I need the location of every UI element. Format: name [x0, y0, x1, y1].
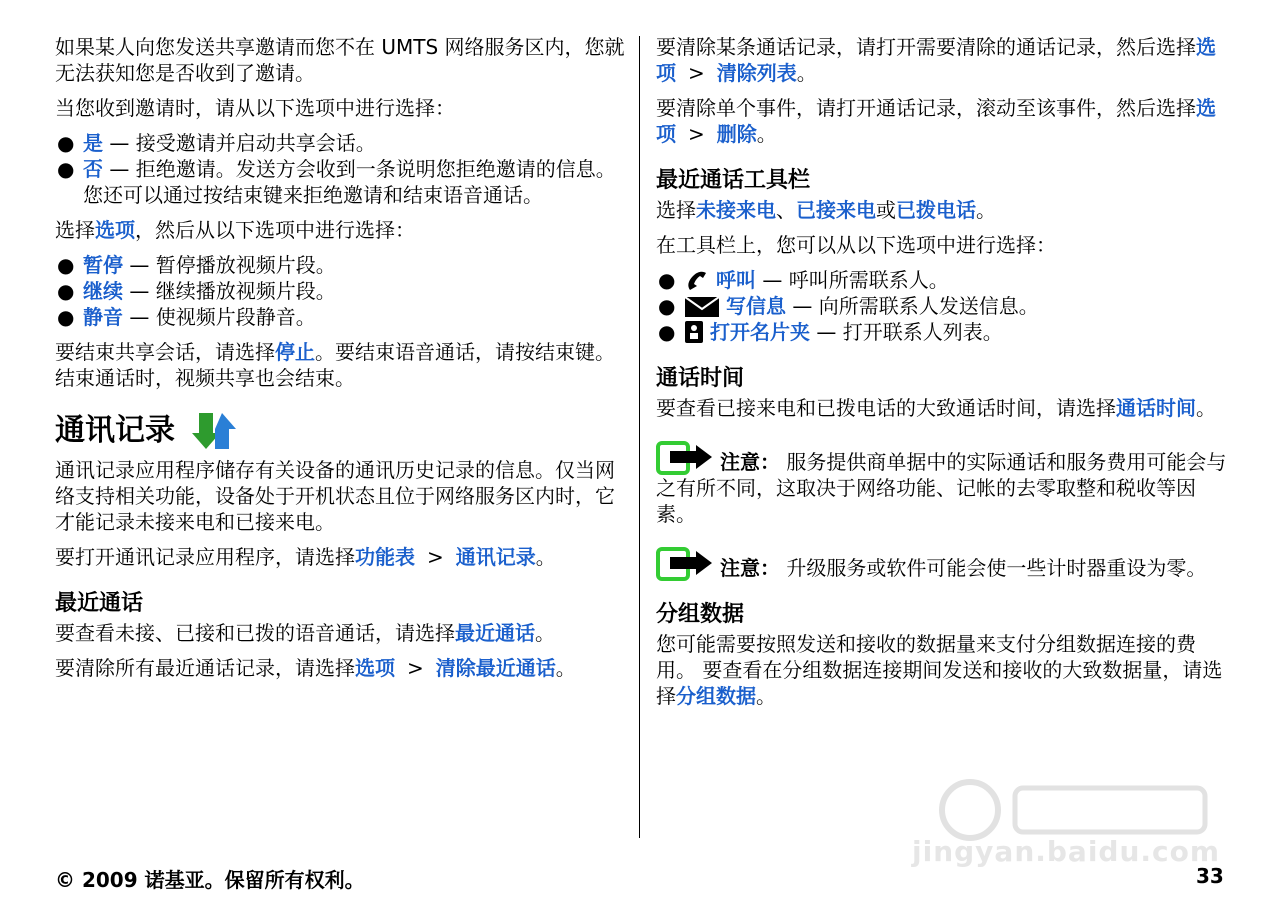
bullet: ● [57, 131, 75, 155]
option-label: 暂停 [83, 253, 123, 277]
note: 注意： 服务提供商单据中的实际通话和服务费用可能会与之有所不同，这取决于网络功能、记帐的去零取整和税收等因素。 [656, 441, 1228, 527]
call-label: 呼叫 [716, 268, 756, 292]
option-label: 是 [83, 131, 103, 155]
clear-recent-link[interactable]: 清除最近通话 [435, 656, 556, 680]
paragraph: 要结束共享会话，请选择停止。要结束语音通话，请按结束键。结束通话时，视频共享也会结束。 [55, 340, 615, 390]
option-desc: — 使视频片段静音。 [123, 305, 316, 329]
list-item [656, 293, 1228, 319]
bullet: ● [57, 157, 75, 181]
bullet: ● [57, 305, 75, 329]
paragraph: 在工具栏上，您可以从以下选项中进行选择： [656, 233, 1056, 257]
option-desc: — 暂停播放视频片段。 [123, 253, 336, 277]
copyright: © 2009 诺基亚。保留所有权利。 [55, 868, 365, 892]
option-desc: — 呼叫所需联系人。 [756, 268, 949, 292]
bullet: ● [57, 279, 75, 303]
log-arrows-icon [189, 409, 237, 453]
contacts-icon [684, 320, 704, 344]
paragraph: 要清除单个事件，请打开通话记录，滚动至该事件，然后选择选项 > 删除。 [656, 96, 1216, 146]
option-label: 静音 [83, 305, 123, 329]
paragraph: 如果某人向您发送共享邀请而您不在 UMTS 网络服务区内，您就无法获知您是否收到了邀请。 [55, 35, 625, 85]
options-link[interactable]: 选项 [656, 35, 1216, 85]
bullet: ● [658, 320, 676, 344]
paragraph: 您可能需要按照发送和接收的数据量来支付分组数据连接的费用。 要查看在分组数据连接期间发送和接收的大致数据量，请选择分组数据。 [656, 632, 1223, 708]
paragraph: 通讯记录应用程序储存有关设备的通讯历史记录的信息。仅当网络支持相关功能，设备处于开机状态且位于网络服务区内时，它才能记录未接来电和已接来电。 [55, 458, 615, 534]
playback-options-list [55, 252, 627, 330]
options-link[interactable]: 选项 [355, 656, 395, 680]
note-label: 注意： [720, 556, 780, 580]
packet-data-link[interactable]: 分组数据 [676, 684, 756, 708]
recent-calls-link[interactable]: 最近通话 [455, 621, 535, 645]
option-desc: — 拒绝邀请。发送方会收到一条说明您拒绝邀请的信息。您还可以通过按结束键来拒绝邀请和结束语音通话。 [83, 157, 616, 207]
options-link[interactable]: 选项 [95, 218, 135, 242]
options-link[interactable]: 选项 [656, 96, 1216, 146]
dialled-numbers-link[interactable]: 已拨电话 [896, 198, 976, 222]
section-heading-packet: 分组数据 [656, 602, 745, 627]
watermark-text: jingyan.baidu.com [912, 835, 1221, 868]
invite-options-list [55, 130, 627, 208]
section-heading-log: 通讯记录 [55, 409, 627, 453]
section-heading-toolbar: 最近通话工具栏 [656, 168, 811, 193]
paragraph: 当您收到邀请时，请从以下选项中进行选择： [55, 96, 455, 120]
list-item [55, 304, 627, 330]
note-icon [656, 547, 716, 581]
bullet: ● [57, 253, 75, 277]
phone-icon [684, 270, 710, 292]
delete-link[interactable]: 删除 [716, 122, 757, 146]
list-item [55, 130, 627, 156]
separator: > [688, 122, 705, 146]
separator: > [688, 61, 705, 85]
list-item [55, 156, 627, 208]
paragraph: 要查看已接来电和已拨电话的大致通话时间，请选择通话时间。 [656, 396, 1216, 420]
note-label: 注意： [720, 450, 780, 474]
option-desc: — 向所需联系人发送信息。 [786, 294, 1039, 318]
received-calls-link[interactable]: 已接来电 [796, 198, 876, 222]
list-item [656, 267, 1228, 293]
column-divider [639, 36, 640, 838]
paragraph: 要打开通讯记录应用程序，请选择功能表 > 通讯记录。 [55, 545, 556, 569]
log-link[interactable]: 通讯记录 [455, 545, 536, 569]
section-heading-duration: 通话时间 [656, 366, 745, 391]
paragraph: 选择未接来电、已接来电或已拨电话。 [656, 198, 996, 222]
option-desc: — 接受邀请并启动共享会话。 [103, 131, 376, 155]
note: 注意： 升级服务或软件可能会使一些计时器重设为零。 [656, 547, 1228, 581]
option-desc: — 打开联系人列表。 [810, 320, 1003, 344]
envelope-icon [684, 296, 720, 318]
menu-link[interactable]: 功能表 [355, 545, 415, 569]
paragraph: 要清除所有最近通话记录，请选择选项 > 清除最近通话。 [55, 656, 576, 680]
stop-link[interactable]: 停止 [275, 340, 315, 364]
option-desc: — 继续播放视频片段。 [123, 279, 336, 303]
page-number: 33 [1196, 864, 1224, 888]
bullet: ● [658, 294, 676, 318]
note-icon [656, 441, 716, 475]
left-column [55, 34, 627, 690]
paragraph: 选择选项，然后从以下选项中进行选择： [55, 218, 415, 242]
list-item [656, 319, 1228, 345]
section-heading-recent: 最近通话 [55, 591, 144, 616]
list-item [55, 278, 627, 304]
write-message-label: 写信息 [726, 294, 786, 318]
toolbar-options-list [656, 267, 1228, 345]
option-label: 继续 [83, 279, 123, 303]
list-item [55, 252, 627, 278]
call-duration-link[interactable]: 通话时间 [1116, 396, 1196, 420]
right-column [656, 34, 1228, 718]
paragraph: 要清除某条通话记录，请打开需要清除的通话记录，然后选择选项 > 清除列表。 [656, 35, 1216, 85]
missed-calls-link[interactable]: 未接来电 [696, 198, 776, 222]
bullet: ● [658, 268, 676, 292]
open-contacts-label: 打开名片夹 [710, 320, 810, 344]
paragraph: 要查看未接、已接和已拨的语音通话，请选择最近通话。 [55, 621, 555, 645]
separator: > [427, 545, 444, 569]
separator: > [407, 656, 424, 680]
clear-list-link[interactable]: 清除列表 [716, 61, 797, 85]
option-label: 否 [83, 157, 103, 181]
